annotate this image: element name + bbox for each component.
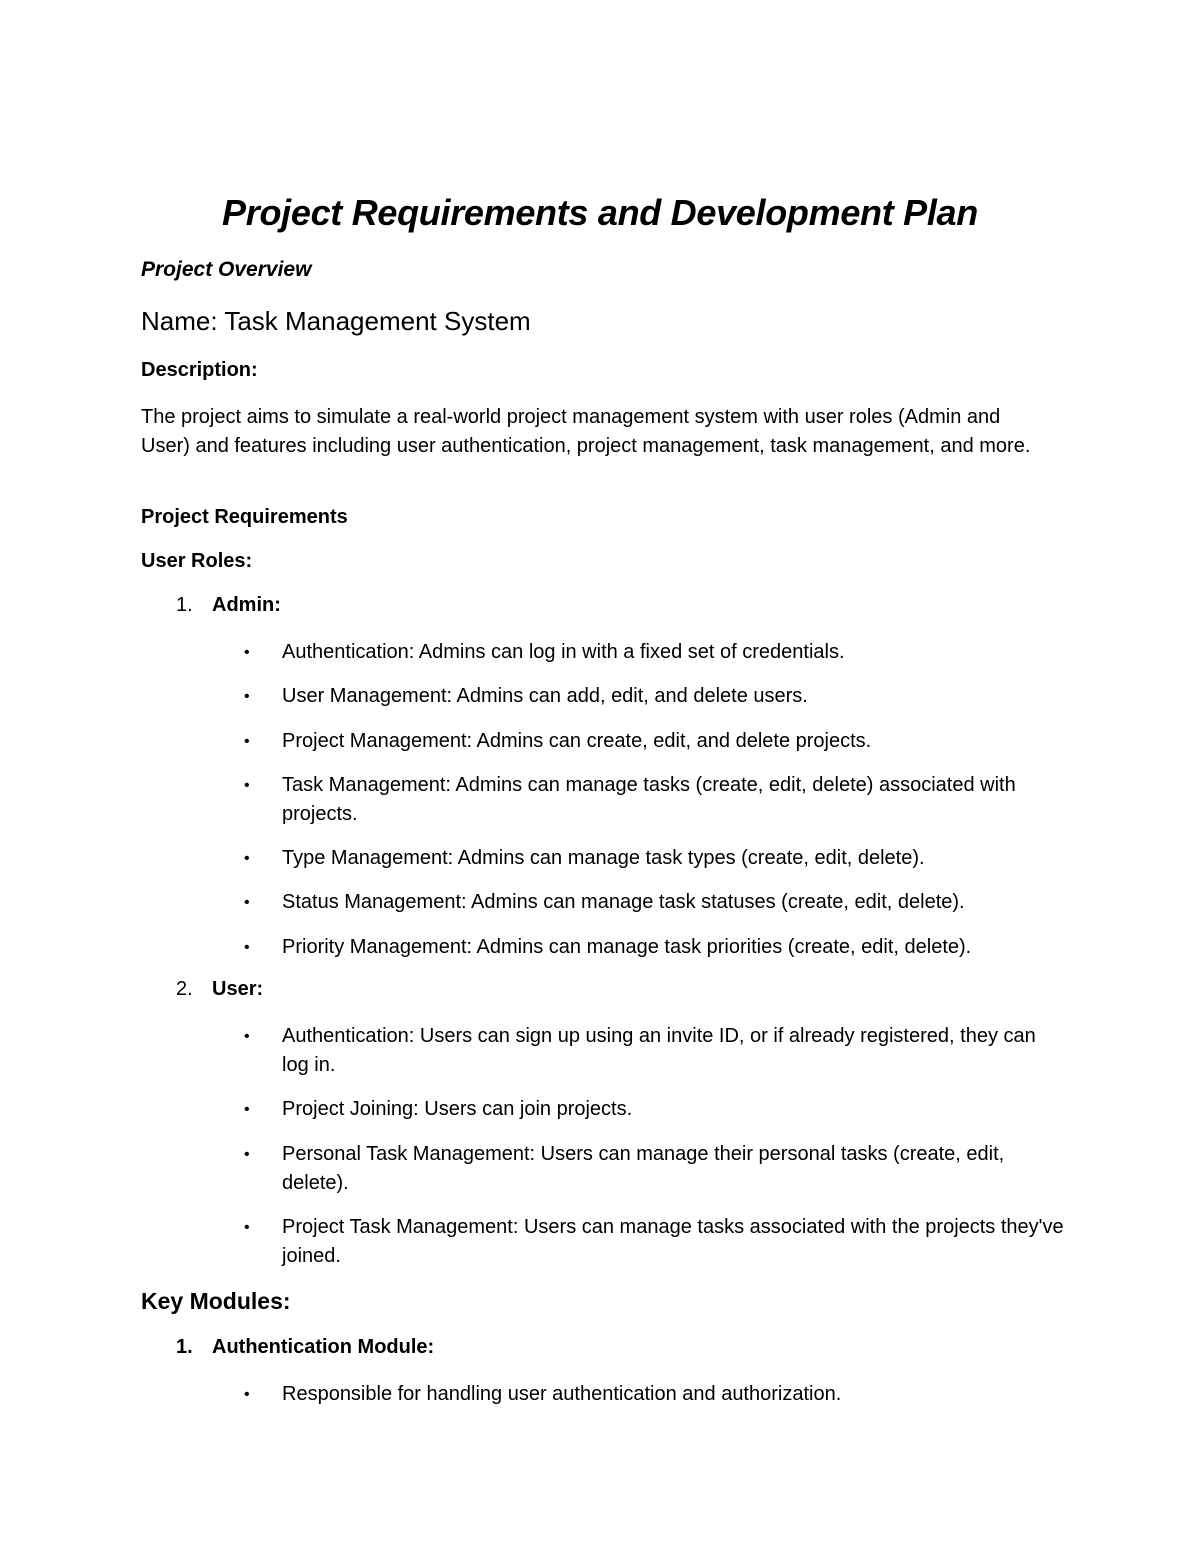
list-item-text: Authentication: Users can sign up using an invite ID, or if already registered, they can log in. (282, 1025, 1036, 1076)
list-item (244, 638, 1064, 667)
description-label: Description: (141, 359, 258, 381)
list-item-text: Status Management: Admins can manage task statuses (create, edit, delete). (282, 891, 965, 913)
list-number: 2. (176, 978, 193, 1000)
role-label: Admin: (212, 594, 281, 616)
description-paragraph: The project aims to simulate a real-world project management system with user roles (Admin and User) and features including user authentication, project management, task management, and more. (141, 406, 1031, 457)
list-item (244, 1095, 1064, 1124)
list-item (244, 727, 1064, 756)
list-item (244, 888, 1064, 917)
module-label: Authentication Module: (212, 1336, 435, 1358)
bullet-icon: • (244, 1146, 250, 1163)
bullet-icon: • (244, 644, 250, 661)
list-item-text: Personal Task Management: Users can manage their personal tasks (create, edit, delete). (282, 1143, 1005, 1194)
document-title: Project Requirements and Development Plan (222, 192, 978, 233)
list-item (244, 844, 1064, 873)
module-authentication-item (176, 1336, 434, 1359)
role-label: User: (212, 978, 264, 1000)
list-item (244, 1140, 1064, 1198)
bullet-icon: • (244, 733, 250, 750)
key-modules-heading: Key Modules: (141, 1288, 291, 1314)
list-item (244, 771, 1064, 829)
list-item-text: Priority Management: Admins can manage task priorities (create, edit, delete). (282, 936, 972, 958)
bullet-icon: • (244, 1219, 250, 1236)
bullet-icon: • (244, 688, 250, 705)
list-item (244, 682, 1064, 711)
list-item-text: Authentication: Admins can log in with a fixed set of credentials. (282, 641, 845, 663)
list-item-text: Responsible for handling user authentication and authorization. (282, 1383, 842, 1405)
bullet-icon: • (244, 777, 250, 794)
bullet-icon: • (244, 894, 250, 911)
bullet-icon: • (244, 1028, 250, 1045)
list-item-text: Type Management: Admins can manage task types (create, edit, delete). (282, 847, 925, 869)
list-item-text: Project Task Management: Users can manage tasks associated with the projects they've joined. (282, 1216, 1064, 1267)
list-item (244, 933, 1064, 962)
list-number: 1. (176, 1336, 193, 1358)
list-number: 1. (176, 594, 193, 616)
project-overview-heading: Project Overview (141, 258, 312, 281)
role-admin-item (176, 594, 281, 617)
list-item-text: Project Management: Admins can create, edit, and delete projects. (282, 730, 872, 752)
bullet-icon: • (244, 1386, 250, 1403)
list-item (244, 1022, 1064, 1080)
list-item-text: Project Joining: Users can join projects. (282, 1098, 633, 1120)
project-name-heading: Name: Task Management System (141, 306, 531, 336)
list-item-text: Task Management: Admins can manage tasks (create, edit, delete) associated with projects. (282, 774, 1016, 825)
user-roles-label: User Roles: (141, 550, 253, 572)
list-item (244, 1380, 1064, 1409)
bullet-icon: • (244, 1101, 250, 1118)
list-item (244, 1213, 1064, 1271)
bullet-icon: • (244, 939, 250, 956)
role-user-item (176, 978, 263, 1001)
list-item-text: User Management: Admins can add, edit, and delete users. (282, 685, 808, 707)
bullet-icon: • (244, 850, 250, 867)
project-requirements-heading: Project Requirements (141, 506, 348, 528)
